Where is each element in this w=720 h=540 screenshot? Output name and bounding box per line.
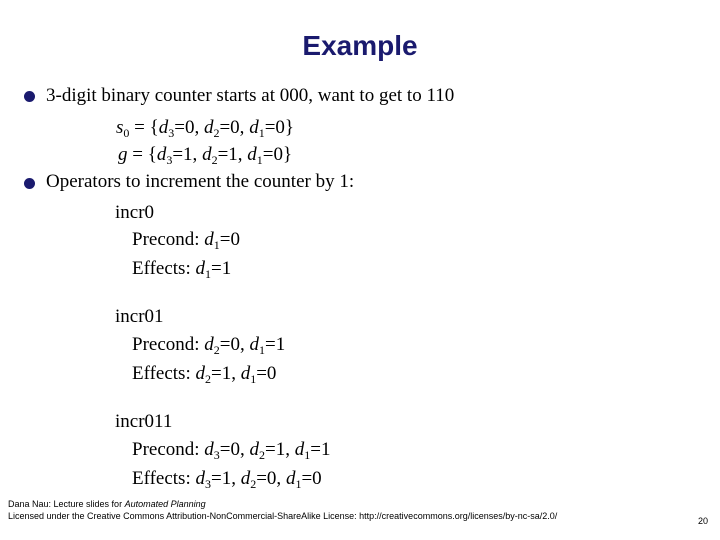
slide-footer <box>8 498 557 522</box>
operator-effects: Effects: $d_1=1$ <box>132 258 232 281</box>
footer-book: Automated Planning <box>124 499 206 509</box>
set-open: = { <box>129 117 159 138</box>
precond-label: Precond: <box>132 229 205 250</box>
bullet-text-1: 3-digit binary counter starts at 000, want to get to 110 <box>46 85 455 106</box>
state-var-s: s <box>116 117 124 138</box>
operator-precond: Precond: $d_1=0$ <box>132 229 241 252</box>
operator-name: incr01 <box>115 306 164 327</box>
page-number: 20 <box>697 516 708 526</box>
operator-precond: Precond: $d_3=0$, $d_2=1$, $d_1=1$ <box>132 439 331 462</box>
bullet-dot-icon <box>24 178 35 189</box>
effects-label: Effects: <box>132 258 196 279</box>
operator-effects: Effects: $d_2=1$, $d_1=0$ <box>132 363 277 386</box>
bullet-text-2: Operators to increment the counter by 1: <box>46 171 355 192</box>
precond-label: Precond: <box>132 334 205 355</box>
footer-author: Dana Nau: Lecture slides for <box>8 499 125 509</box>
effects-label: Effects: <box>132 363 196 384</box>
footer-license: Licensed under the Creative Commons Attribution-NonCommercial-ShareAlike License: http://creativecommons.org/licenses/by-nc-sa/2.0/ <box>8 511 558 521</box>
goal-state-line: $g = \{d_3=1$, $d_2=1$, $d_1=0$} <box>118 144 293 167</box>
set-close: } <box>284 117 295 138</box>
state-sub: 0 <box>123 126 130 140</box>
effects-label: Effects: <box>132 468 196 489</box>
set-close: } <box>283 144 293 165</box>
operator-effects: Effects: $d_3=1$, $d_2=0$, $d_1=0$ <box>132 468 322 491</box>
goal-var-g: g <box>118 144 128 165</box>
set-open: = { <box>127 144 157 165</box>
operator-precond: Precond: $d_2=0$, $d_1=1$ <box>132 334 286 357</box>
operator-name: incr011 <box>115 411 173 432</box>
bullet-dot-icon <box>24 91 35 102</box>
slide-title: Example <box>302 30 418 61</box>
operator-name: incr0 <box>115 202 155 223</box>
precond-label: Precond: <box>132 439 205 460</box>
initial-state-line: $s_0 = \{d_3=0$, $d_2=0$, $d_1=0$} <box>116 117 295 140</box>
